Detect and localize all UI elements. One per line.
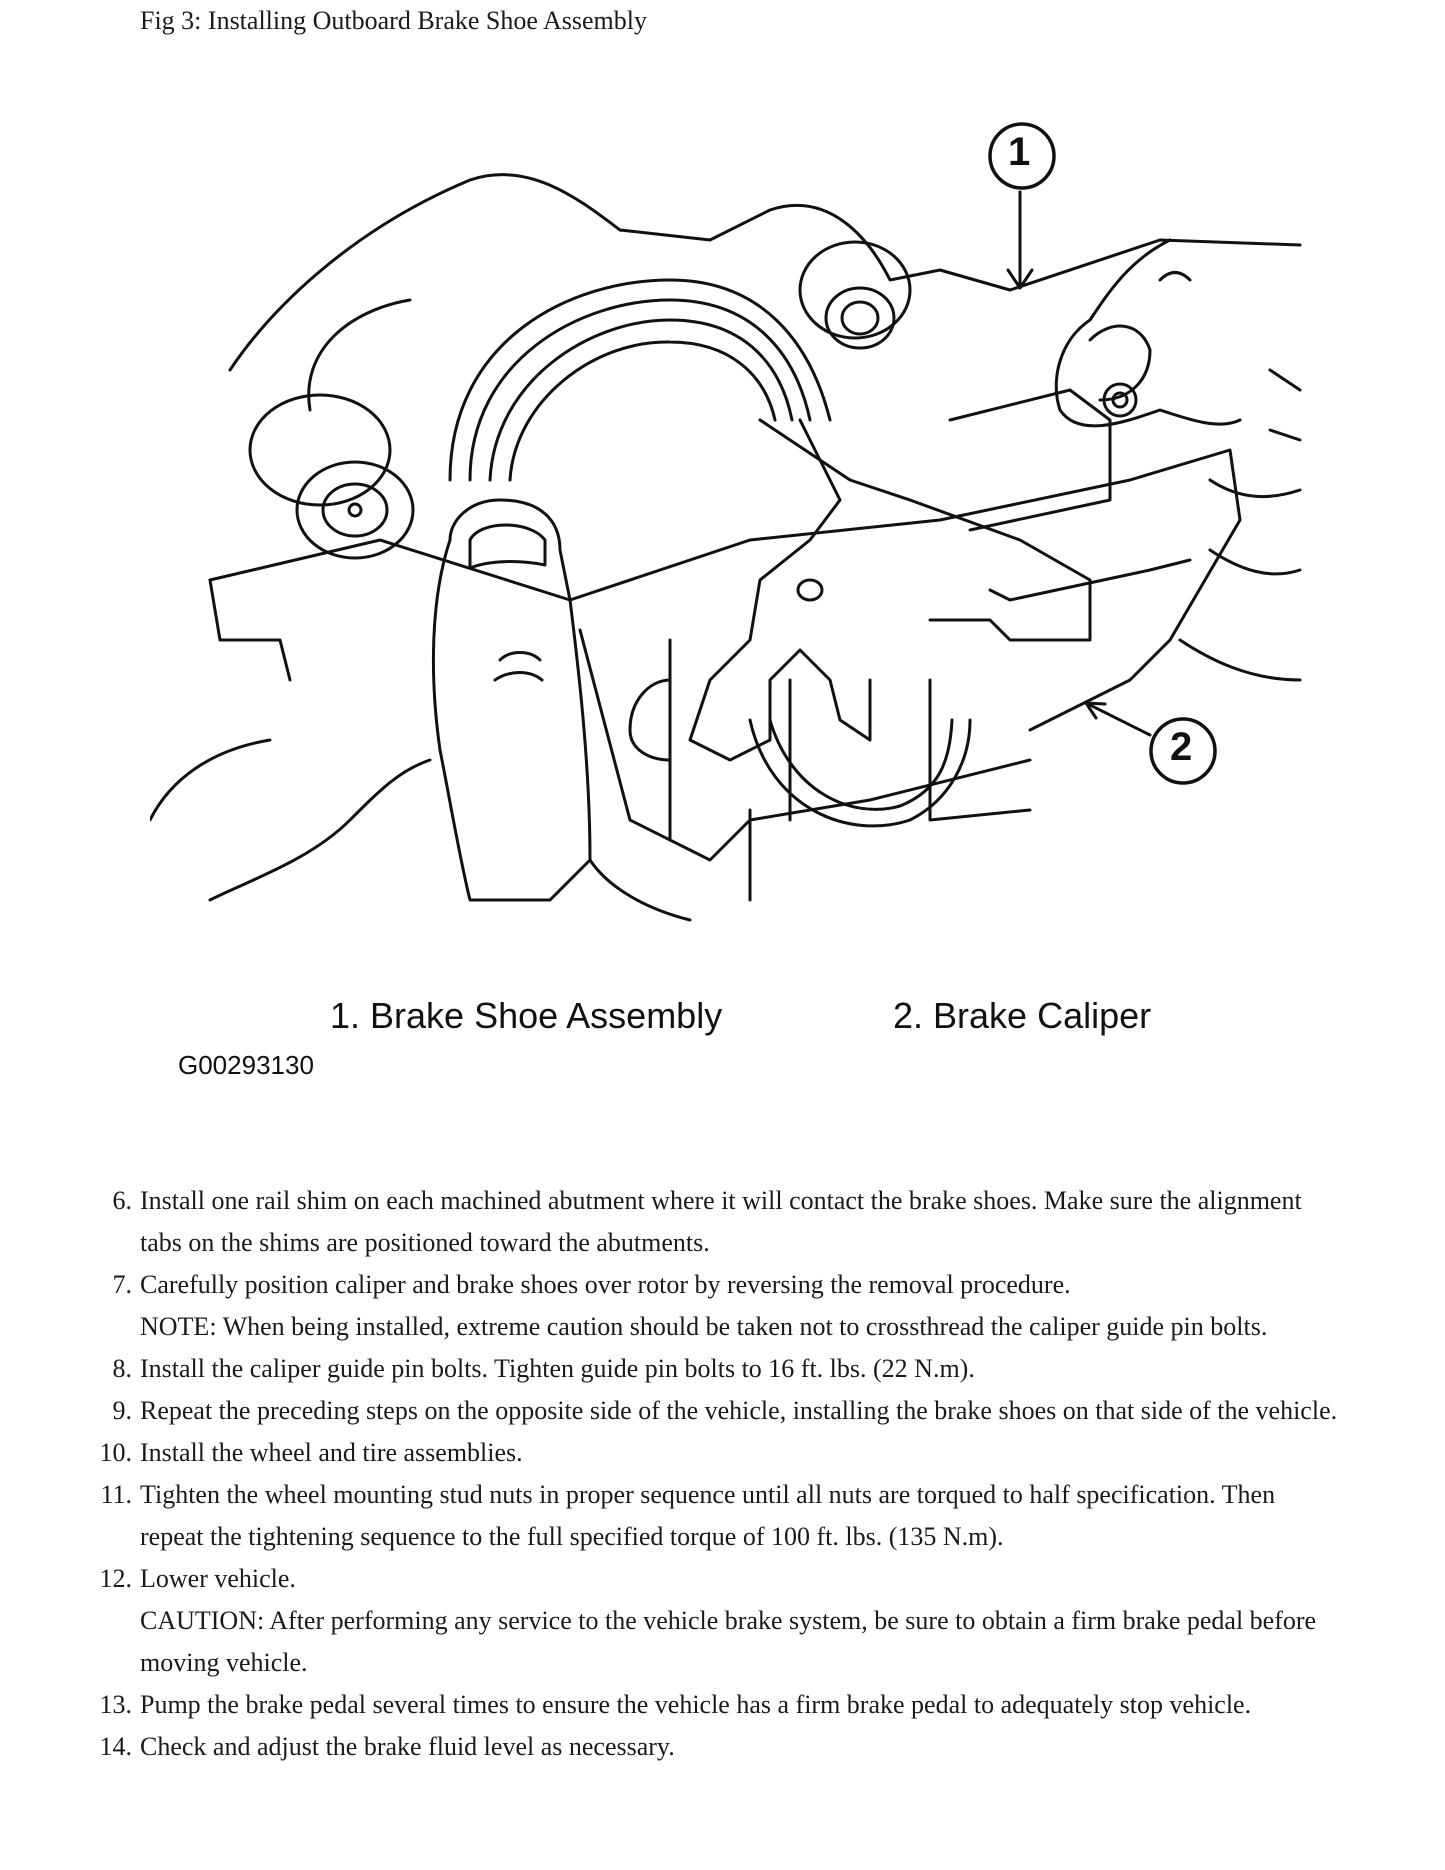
list-item bbox=[99, 1432, 1340, 1474]
step-number: 7. bbox=[112, 1270, 132, 1299]
list-item bbox=[100, 1474, 1340, 1558]
step-number: 12. bbox=[99, 1564, 132, 1593]
step-text: Repeat the preceding steps on the opposite side of the vehicle, installing the brake shoes on that side of the vehicle. bbox=[140, 1396, 1338, 1425]
step-note: NOTE: When being installed, extreme caution should be taken not to crossthread the caliper guide pin bolts. bbox=[140, 1312, 1268, 1341]
step-number: 10. bbox=[99, 1438, 132, 1467]
step-text: Carefully position caliper and brake shoes over rotor by reversing the removal procedure. bbox=[140, 1270, 1071, 1299]
legend-brake-shoe-assembly: 1. Brake Shoe Assembly bbox=[330, 995, 723, 1036]
step-number: 9. bbox=[112, 1396, 132, 1425]
list-item bbox=[112, 1348, 1340, 1390]
step-text: Install one rail shim on each machined abutment where it will contact the brake shoes. Make sure the alignment tabs on the shims are positioned toward the abutments. bbox=[140, 1186, 1302, 1257]
step-text: Check and adjust the brake fluid level as necessary. bbox=[140, 1732, 675, 1761]
step-number: 14. bbox=[99, 1732, 132, 1761]
step-number: 13. bbox=[99, 1690, 132, 1719]
list-item bbox=[112, 1180, 1340, 1264]
step-text: Pump the brake pedal several times to ensure the vehicle has a firm brake pedal to adequately stop vehicle. bbox=[140, 1690, 1252, 1719]
list-item bbox=[99, 1558, 1340, 1684]
brake-caliper-drawing bbox=[150, 120, 1320, 950]
procedure-steps bbox=[99, 1180, 1340, 1768]
callout-number-1: 1 bbox=[1008, 130, 1031, 174]
list-item bbox=[112, 1264, 1340, 1348]
callout-number-2: 2 bbox=[1170, 725, 1193, 769]
list-item bbox=[99, 1726, 1340, 1768]
step-text: Install the wheel and tire assemblies. bbox=[140, 1438, 523, 1467]
brake-illustration bbox=[150, 120, 1320, 1100]
step-number: 11. bbox=[100, 1480, 132, 1509]
legend-brake-caliper: 2. Brake Caliper bbox=[893, 995, 1152, 1036]
list-item bbox=[112, 1390, 1340, 1432]
step-number: 8. bbox=[112, 1354, 132, 1383]
figure-caption: Fig 3: Installing Outboard Brake Shoe Assembly bbox=[140, 6, 647, 35]
list-item bbox=[99, 1684, 1340, 1726]
step-text: Lower vehicle. bbox=[140, 1564, 296, 1593]
step-text: Install the caliper guide pin bolts. Tighten guide pin bolts to 16 ft. lbs. (22 N.m). bbox=[140, 1354, 975, 1383]
step-caution: CAUTION: After performing any service to the vehicle brake system, be sure to obtain a firm brake pedal before moving vehicle. bbox=[140, 1606, 1317, 1677]
step-text: Tighten the wheel mounting stud nuts in proper sequence until all nuts are torqued to half specification. Then repeat the tightening sequence to the full specified torque of 100 ft. lbs. (135 N.m). bbox=[140, 1480, 1276, 1551]
step-number: 6. bbox=[112, 1186, 132, 1215]
figure-code: G00293130 bbox=[178, 1050, 314, 1080]
